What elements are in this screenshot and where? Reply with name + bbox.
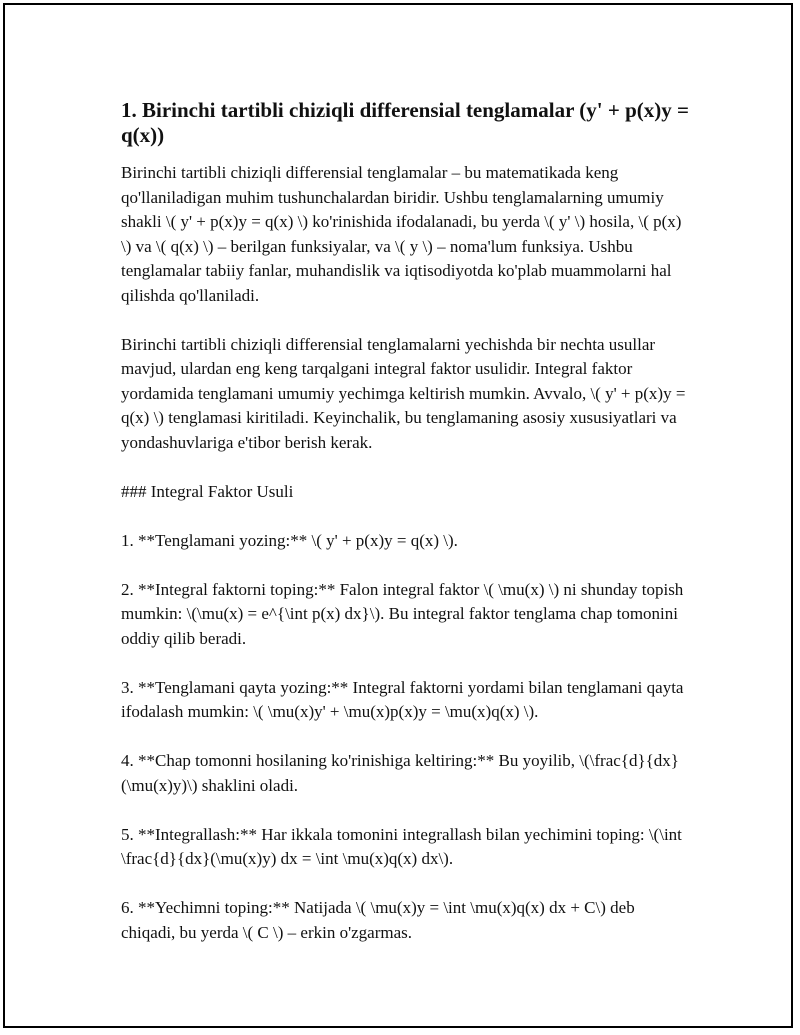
step-5: 5. **Integrallash:** Har ikkala tomonini integrallash bilan yechimini toping: \(\int \frac{d}{dx}(\mu(x)y) dx = \int \mu(x)q(x) dx\).: [121, 824, 682, 868]
step-2: 2. **Integral faktorni toping:** Falon integral faktor \( \mu(x) \) ni shunday topish mumkin: \(\mu(x) = e^{\int p(x) dx}\). Bu integral faktor tenglama chap tomonini oddiy qilib beradi.: [121, 579, 684, 648]
step-4: 4. **Chap tomonni hosilaning ko'rinishiga keltiring:** Bu yoyilib, \(\frac{d}{dx}(\mu(x)y)\) shaklini oladi.: [121, 751, 679, 795]
step-1: 1. **Tenglamani yozing:** \( y' + p(x)y = q(x) \).: [121, 530, 458, 550]
intro-paragraph: Birinchi tartibli chiziqli differensial tenglamalar – bu matematikada keng qo'llaniladigan muhim tushunchalardan biridir. Ushbu tenglamalarning umumiy shakli \( y' + p(x)y = q(x) \) ko'rinishida ifodalanadi, bu yerda \( y' \) hosila, \( p(x) \) va \( q(x) \) – berilgan funksiyalar, va \( y \) – noma'lum funksiya. Ushbu tenglamalar tabiiy fanlar, muhandislik va iqtisodiyotda ko'plab muammolarni hal qilishda qo'llaniladi.: [121, 163, 682, 305]
subheading-text: ### Integral Faktor Usuli: [121, 481, 294, 501]
document-content: [121, 98, 691, 970]
method-paragraph: Birinchi tartibli chiziqli differensial tenglamalarni yechishda bir nechta usullar mavjud, ulardan eng keng tarqalgani integral faktor usulidir. Integral faktor yordamida tenglamani umumiy yechimga keltirish mumkin. Avvalo, \( y' + p(x)y = q(x) \) tenglamasi kiritiladi. Keyinchalik, bu tenglamaning asosiy xususiyatlari va yondashuvlariga e'tibor berish kerak.: [121, 334, 686, 452]
step-6: 6. **Yechimni toping:** Natijada \( \mu(x)y = \int \mu(x)q(x) dx + C\) deb chiqadi, bu yerda \( C \) – erkin o'zgarmas.: [121, 898, 635, 942]
step-3: 3. **Tenglamani qayta yozing:** Integral faktorni yordami bilan tenglamani qayta ifodalash mumkin: \( \mu(x)y' + \mu(x)p(x)y = \mu(x)q(x) \).: [121, 677, 684, 721]
section-heading: 1. Birinchi tartibli chiziqli differensial tenglamalar (y' + p(x)y = q(x)): [121, 98, 689, 147]
document-page: [3, 3, 793, 1028]
